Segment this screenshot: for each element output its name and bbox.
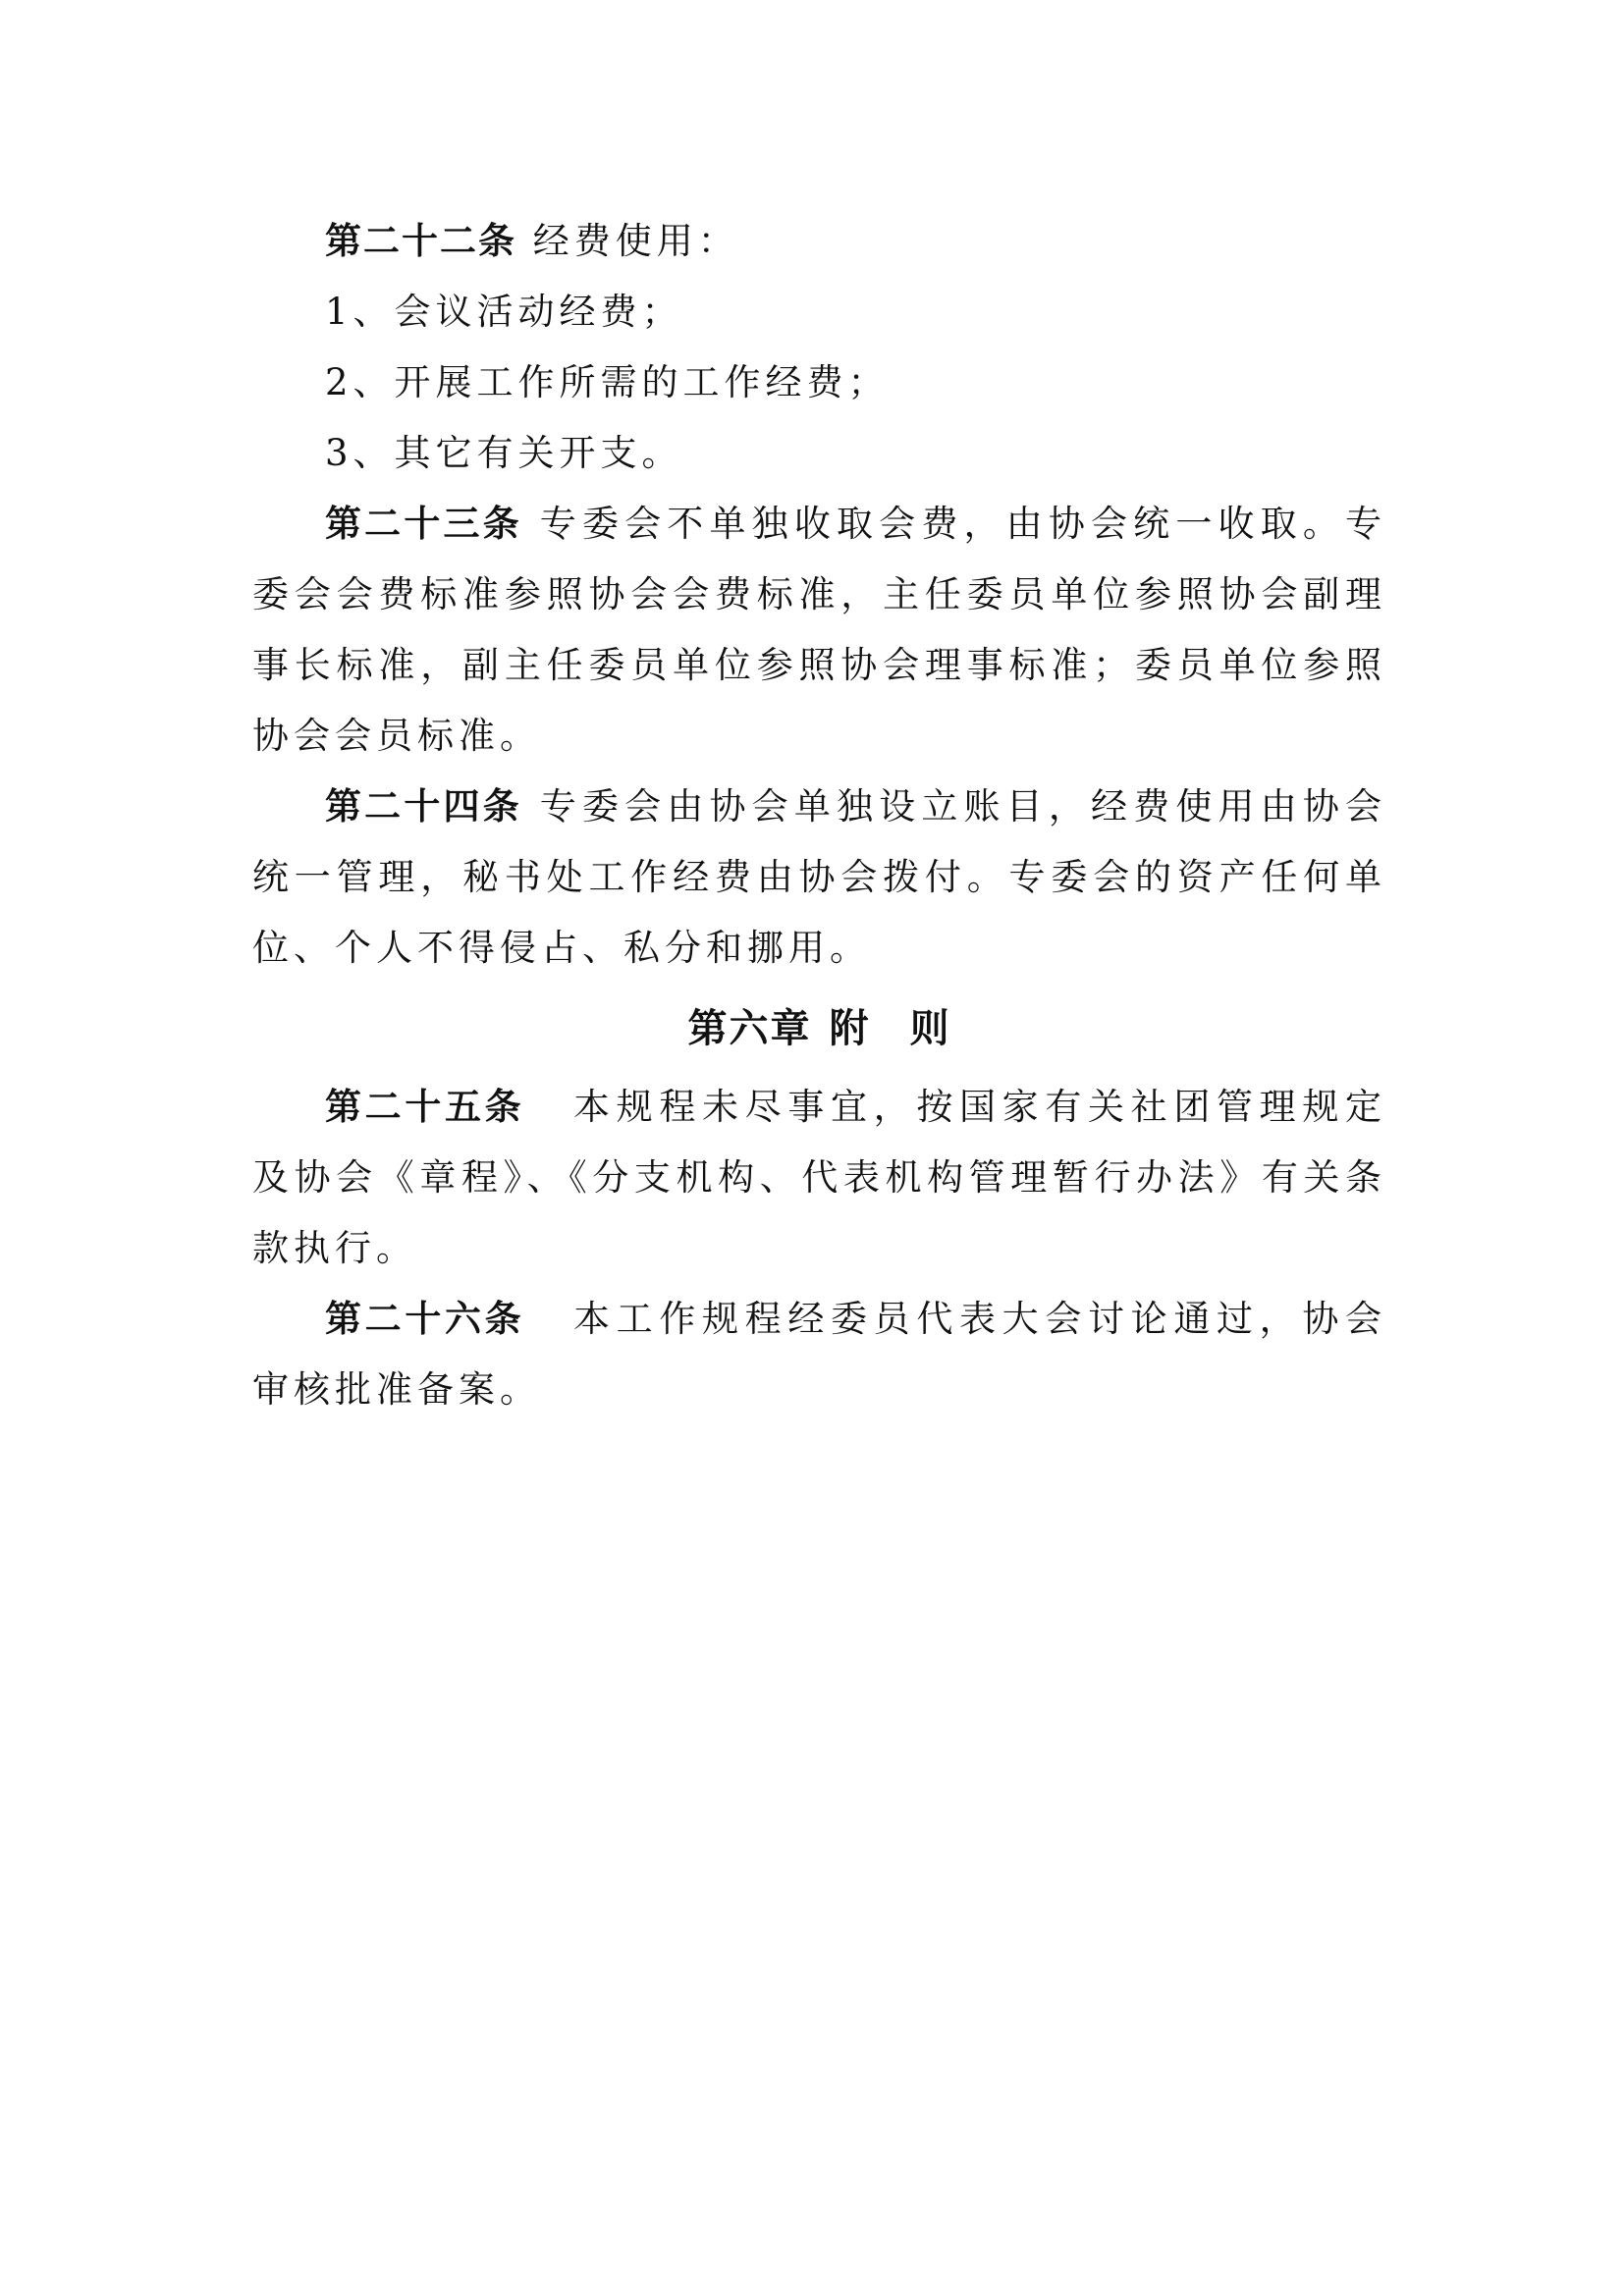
article-22 (252, 206, 1386, 277)
article-23-heading: 第二十三条 (325, 503, 522, 545)
chapter-title-part-2: 则 (909, 1006, 951, 1051)
article-23 (252, 489, 1386, 772)
article-22-text: 经费使用： (532, 220, 739, 262)
article-23-text: 专委会不单独收取会费，由协会统一收取。专委会会费标准参照协会会费标准，主任委员单位参照协会副理事长标准，副主任委员单位参照协会理事标准；委员单位参照协会会员标准。 (252, 503, 1387, 757)
article-25-text: 本规程未尽事宜，按国家有关社团管理规定及协会《章程》、《分支机构、代表机构管理暂行办法》有关条款执行。 (252, 1086, 1387, 1269)
article-25 (252, 1072, 1386, 1284)
article-24-text: 专委会由协会单独设立账目，经费使用由协会统一管理，秘书处工作经费由协会拨付。专委会的资产任何单位、个人不得侵占、私分和挪用。 (252, 785, 1387, 969)
list-item: 1、会议活动经费； (325, 291, 683, 333)
chapter-number: 第六章 (687, 1006, 812, 1051)
document-page (252, 206, 1386, 1425)
article-22-heading: 第二十二条 (325, 220, 516, 262)
article-25-heading: 第二十五条 (325, 1086, 525, 1128)
list-item: 2、开展工作所需的工作经费； (325, 361, 890, 403)
list-item: 3、其它有关开支。 (325, 432, 683, 474)
article-24 (252, 772, 1386, 984)
article-26-heading: 第二十六条 (325, 1298, 525, 1340)
chapter-heading (252, 989, 1386, 1068)
article-26 (252, 1284, 1386, 1425)
article-24-heading: 第二十四条 (325, 785, 522, 828)
chapter-title-part-1: 附 (829, 1006, 871, 1051)
article-26-text: 本工作规程经委员代表大会讨论通过，协会审核批准备案。 (252, 1298, 1387, 1411)
